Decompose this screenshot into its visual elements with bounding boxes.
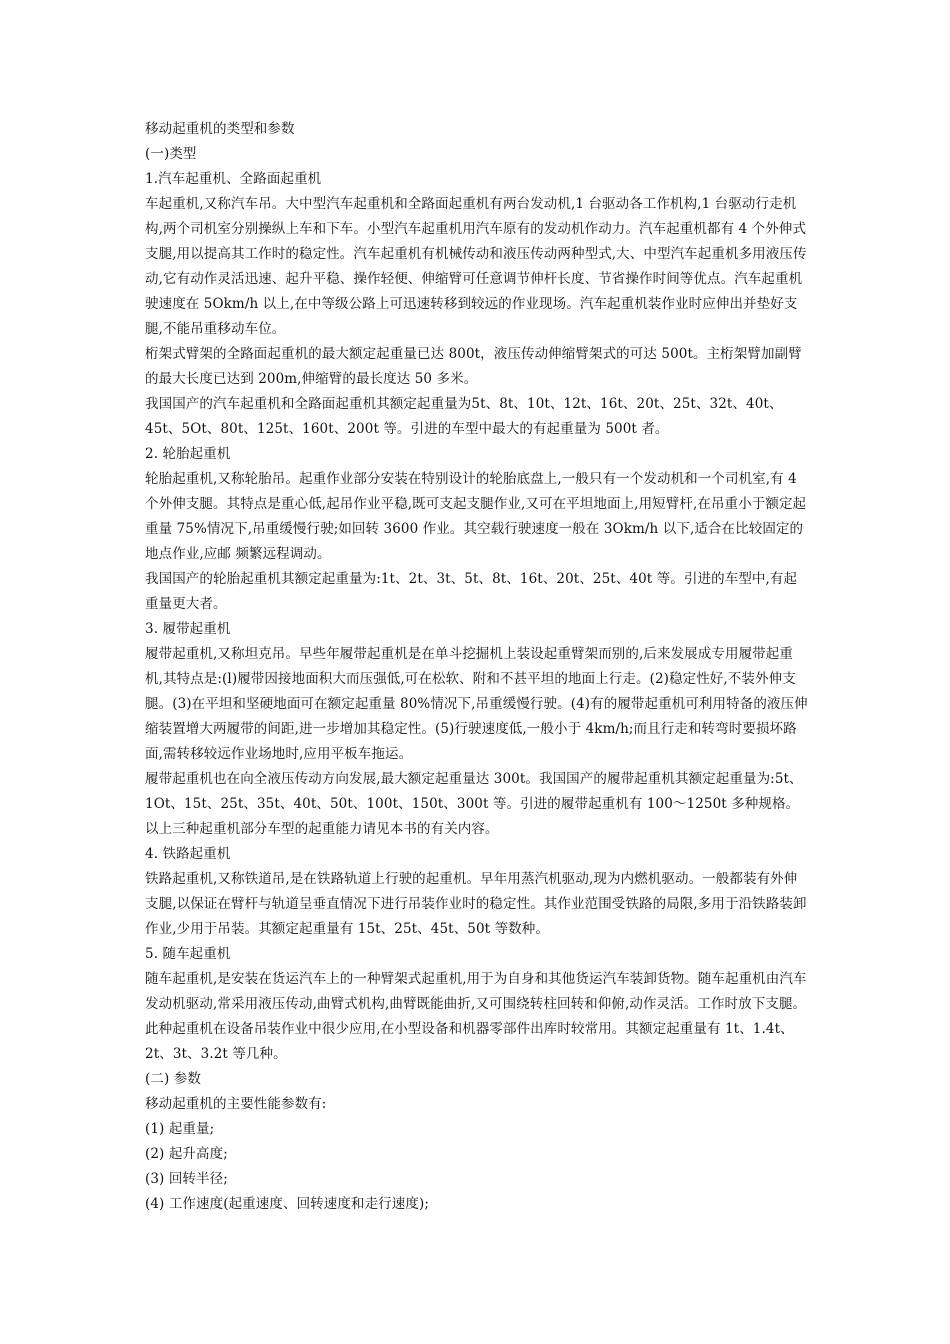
- truck-crane-heading: 1.汽车起重机、全路面起重机: [145, 171, 322, 187]
- railway-crane-paragraph-1: 铁路起重机,又称铁道吊,是在铁路轨道上行驶的起重机。早年用蒸汽机驱动,现为内燃机驱动。一般都装有外伸支腿,以保证在臂杆与轨道呈垂直情况下进行吊装作业时的稳定性。其作业范围受铁路的局限,多用于沿铁路装卸作业,少用于吊装。其额定起重量有 15t、25t、45t、50t 等数种。: [145, 871, 807, 937]
- parameter-item: (2) 起升高度;: [145, 1146, 228, 1162]
- truck-mounted-crane-paragraph-1: 随车起重机,是安装在货运汽车上的一种臂架式起重机,用于为自身和其他货运汽车装卸货物。随车起重机由汽车发动机驱动,常采用液压传动,曲臂式机构,曲臂既能曲折,又可围绕转柱回转和仰俯,动作灵活。工作时放下支腿。此种起重机在设备吊装作业中很少应用,在小型设备和机器零部件出库时较常用。其额定起重量有 1t、1.4t、2t、3t、3.2t 等几种。: [145, 971, 807, 1062]
- crawler-crane-heading: 3. 履带起重机: [145, 621, 231, 637]
- parameter-item: (3) 回转半径;: [145, 1171, 228, 1187]
- section-types-heading: (一)类型: [145, 146, 197, 162]
- crawler-crane-paragraph-3: 以上三种起重机部分车型的起重能力请见本书的有关内容。: [145, 821, 499, 837]
- tire-crane-paragraph-1: 轮胎起重机,又称轮胎吊。起重作业部分安装在特别设计的轮胎底盘上,一般只有一个发动机和一个司机室,有 4 个外伸支腿。其特点是重心低,起吊作业平稳,既可支起支腿作业,又可在平坦地面上,用短臂杆,在吊重小于额定起重量 75%情况下,吊重缓慢行驶;如回转 3600 作业。其空载行驶速度一般在 3Okm/h 以下,适合在比较固定的地点作业,应邮 频繁远程调动。: [145, 471, 807, 562]
- crawler-crane-paragraph-2: 履带起重机也在向全液压传动方向发展,最大额定起重量达 300t。我国国产的履带起重机其额定起重量为:5t、1Ot、15t、25t、35t、40t、50t、100t、150t、300t 等。引进的履带起重机有 100～1250t 多种规格。: [145, 771, 803, 812]
- crawler-crane-paragraph-1: 履带起重机,又称坦克吊。早些年履带起重机是在单斗挖掘机上装设起重臂架而别的,后来发展成专用履带起重机,其特点是:(l)履带因接地面积大而压强低,可在松软、附和不甚平坦的地面上行走。(2)稳定性好,不装外伸支腿。(3)在平坦和坚硬地面可在额定起重量 80%情况下,吊重缓慢行驶。(4)有的履带起重机可利用特备的液压伸缩装置增大两履带的间距,进一步增加其稳定性。(5)行驶速度低,一般小于 4km/h;而且行走和转弯时要损坏路面,需转移较远作业场地时,应用平板车拖运。: [145, 646, 808, 762]
- document-page: [145, 117, 809, 1217]
- tire-crane-paragraph-2: 我国国产的轮胎起重机其额定起重量为:1t、2t、3t、5t、8t、16t、20t、25t、40t 等。引进的车型中,有起重量更大者。: [145, 571, 798, 612]
- parameter-item: (1) 起重量;: [145, 1121, 215, 1137]
- truck-mounted-crane-heading: 5. 随车起重机: [145, 946, 231, 962]
- truck-crane-paragraph-2: 桁架式臂架的全路面起重机的最大额定起重量已达 800t，液压传动伸缩臂架式的可达 500t。主桁架臂加副臂的最大长度已达到 200m,伸缩臂的最长度达 50 多米。: [145, 346, 802, 387]
- section-parameters-heading: (二) 参数: [145, 1071, 201, 1087]
- parameter-item: (4) 工作速度(起重速度、回转速度和走行速度);: [145, 1196, 429, 1212]
- tire-crane-heading: 2. 轮胎起重机: [145, 446, 231, 462]
- document-title: 移动起重机的类型和参数: [145, 121, 295, 137]
- railway-crane-heading: 4. 铁路起重机: [145, 846, 231, 862]
- truck-crane-paragraph-1: 车起重机,又称汽车吊。大中型汽车起重机和全路面起重机有两台发动机,1 台驱动各工作机构,1 台驱动行走机构,两个司机室分别操纵上车和下车。小型汽车起重机用汽车原有的发动机作动力。汽车起重机都有 4 个外伸式支腿,用以提高其工作时的稳定性。汽车起重机有机械传动和液压传动两种型式,大、中型汽车起重机多用液压传动,它有动作灵活迅速、起升平稳、操作轻便、伸缩臂可任意调节伸杆长度、节省操作时间等优点。汽车起重机驶速度在 5Okm/h 以上,在中等级公路上可迅速转移到较远的作业现场。汽车起重机装作业时应伸出并垫好支腿,不能吊重移动车位。: [145, 196, 807, 337]
- parameters-intro: 移动起重机的主要性能参数有:: [145, 1096, 327, 1112]
- truck-crane-paragraph-3: 我国国产的汽车起重机和全路面起重机其额定起重量为5t、8t、10t、12t、16t、20t、25t、32t、40t、45t、5Ot、80t、125t、160t、200t 等。引进的车型中最大的有起重量为 500t 者。: [145, 396, 783, 437]
